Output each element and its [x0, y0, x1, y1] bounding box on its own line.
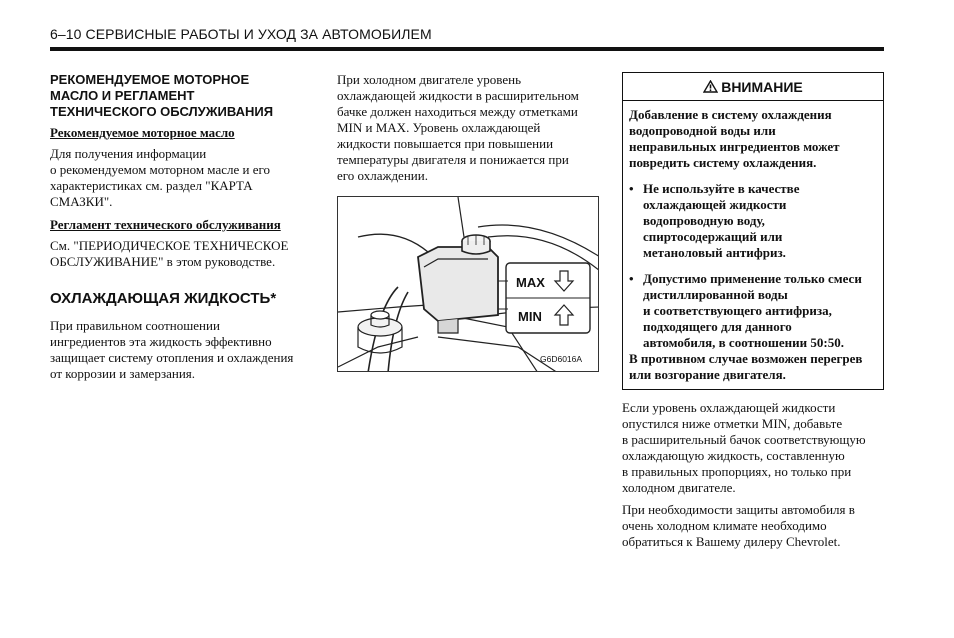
subheading-maintenance-schedule: Регламент технического обслуживания — [50, 217, 281, 232]
column-middle — [337, 72, 601, 372]
paragraph-maintenance: См. "ПЕРИОДИЧЕСКОЕ ТЕХНИЧЕСКОЕ ОБСЛУЖИВАНИЕ" в этом руководстве. — [50, 238, 289, 269]
paragraph-oil-info: Для получения информации о рекомендуемом моторном масле и его характеристиках см. раздел "КАРТА СМАЗКИ". — [50, 146, 270, 209]
paragraph-add-coolant: Если уровень охлаждающей жидкости опустился ниже отметки MIN, добавьте в расширительный бачок соответствующую охлаждающую жидкость, составленную в правильных пропорциях, но только при холодном двигателе. — [622, 400, 866, 495]
coolant-reservoir-illustration — [337, 196, 599, 372]
warning-box — [622, 72, 884, 390]
warning-bullet-2 — [629, 271, 877, 351]
warning-triangle-icon — [703, 80, 718, 93]
section-heading-coolant: ОХЛАЖДАЮЩАЯ ЖИДКОСТЬ* — [50, 290, 277, 307]
warning-bullet-text: Не используйте в качестве охлаждающей жидкости водопроводную воду, спиртосодержащий или метаноловый антифриз. — [643, 181, 800, 260]
warning-outro: В противном случае возможен перегрев или возгорание двигателя. — [629, 351, 863, 382]
paragraph-coolant-level: При холодном двигателе уровень охлаждающей жидкости в расширительном бачке должен находиться между отметками MIN и MAX. Уровень охлаждающей жидкости повышается при повышении температуры двигателя и понижается при его охлаждении. — [337, 72, 579, 183]
warning-header — [623, 73, 883, 101]
column-left — [50, 72, 312, 382]
subheading-recommended-oil: Рекомендуемое моторное масло — [50, 125, 235, 140]
paragraph-cold-climate: При необходимости защиты автомобиля в очень холодном климате необходимо обратиться к Вашему дилеру Chevrolet. — [622, 502, 855, 549]
warning-title: ВНИМАНИЕ — [721, 78, 803, 95]
min-label: MIN — [518, 309, 542, 324]
section-heading-oil: РЕКОМЕНДУЕМОЕ МОТОРНОЕ МАСЛО И РЕГЛАМЕНТ ТЕХНИЧЕСКОГО ОБСЛУЖИВАНИЯ — [50, 72, 274, 119]
warning-intro: Добавление в систему охлаждения водопроводной воды или неправильных ингредиентов может повредить систему охлаждения. — [629, 107, 840, 170]
warning-bullet-text: Допустимо применение только смеси дистиллированной воды и соответствующего антифриза, подходящего для данного автомобиля, в соотношении 50:50. — [643, 271, 862, 350]
bullet-marker: • — [629, 271, 634, 286]
figure-code: G6D6016A — [540, 354, 583, 364]
bullet-marker: • — [629, 181, 634, 196]
max-label: MAX — [516, 275, 545, 290]
page-header: 6–10 СЕРВИСНЫЕ РАБОТЫ И УХОД ЗА АВТОМОБИЛЕМ — [50, 26, 432, 42]
warning-bullet-1 — [629, 181, 877, 261]
paragraph-coolant-intro: При правильном соотношении ингредиентов эта жидкость эффективно защищает систему отопления и охлаждения от коррозии и замерзания. — [50, 318, 294, 381]
column-right — [622, 72, 884, 550]
warning-body — [623, 101, 883, 389]
header-rule — [50, 47, 884, 51]
